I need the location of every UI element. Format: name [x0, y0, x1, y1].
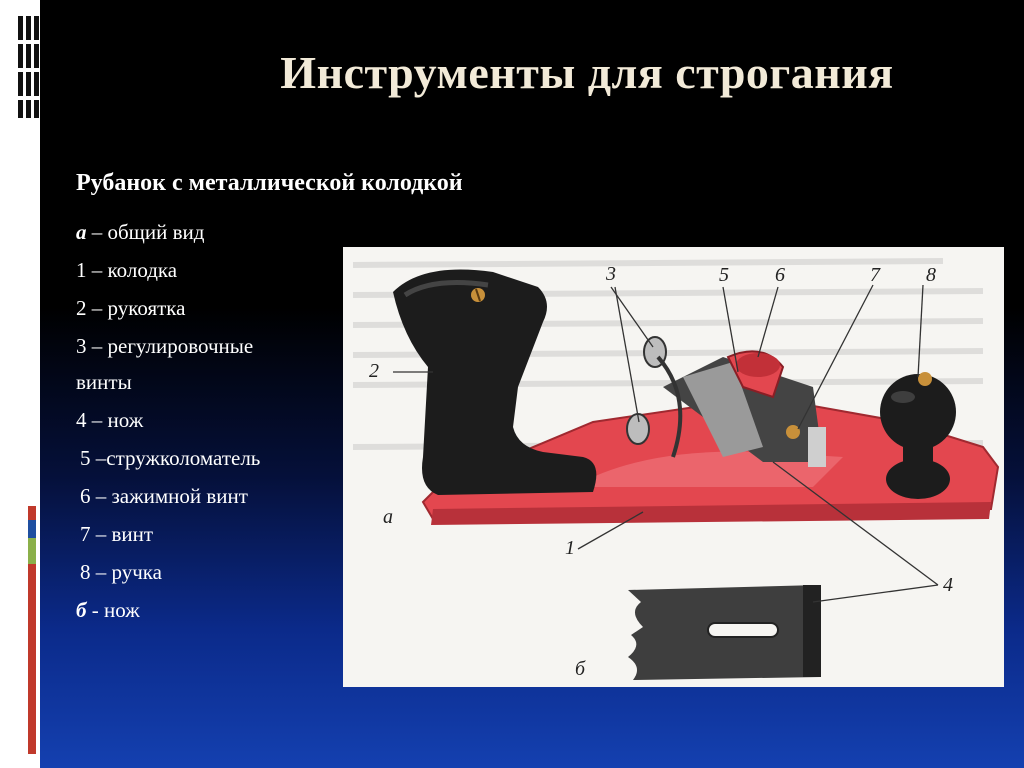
label-1: 1: [565, 537, 575, 559]
legend-item: 8 – ручка: [80, 560, 162, 584]
label-4: 4: [943, 574, 953, 596]
label-a: а: [383, 506, 393, 528]
plane-knob: [880, 372, 956, 499]
slide-subtitle: Рубанок с металлической колодкой: [76, 170, 463, 196]
spare-blade: [628, 585, 821, 680]
label-6: 6: [775, 264, 785, 286]
label-5: 5: [719, 264, 729, 286]
decor-bar-blue: [28, 520, 36, 538]
label-8: 8: [926, 264, 936, 286]
legend-item: 7 – винт: [80, 522, 154, 546]
decor-bar-green: [28, 538, 36, 564]
label-3: 3: [606, 263, 616, 285]
legend-item: 1 – колодка: [76, 258, 178, 282]
label-b: б: [575, 658, 586, 680]
plane-illustration: [343, 247, 1004, 687]
slide-title: Инструменты для строгания: [280, 47, 894, 98]
legend-item: 5 –стружколоматель: [80, 446, 261, 470]
legend-item: б - нож: [76, 598, 140, 622]
label-7: 7: [870, 264, 880, 286]
legend-item: 4 – нож: [76, 408, 144, 432]
legend-list: [76, 217, 260, 633]
legend-item: 2 – рукоятка: [76, 296, 186, 320]
legend-item: винты: [76, 370, 132, 394]
legend-item: 6 – зажимной винт: [80, 484, 248, 508]
decor-bar-red: [28, 506, 36, 520]
label-2: 2: [369, 360, 379, 382]
left-decor-strip: [0, 0, 40, 768]
decor-bar-red-long: [28, 564, 36, 754]
legend-item: 3 – регулировочные: [76, 334, 254, 358]
legend-item: а – общий вид: [76, 220, 205, 244]
plane-figure: [343, 247, 1004, 687]
